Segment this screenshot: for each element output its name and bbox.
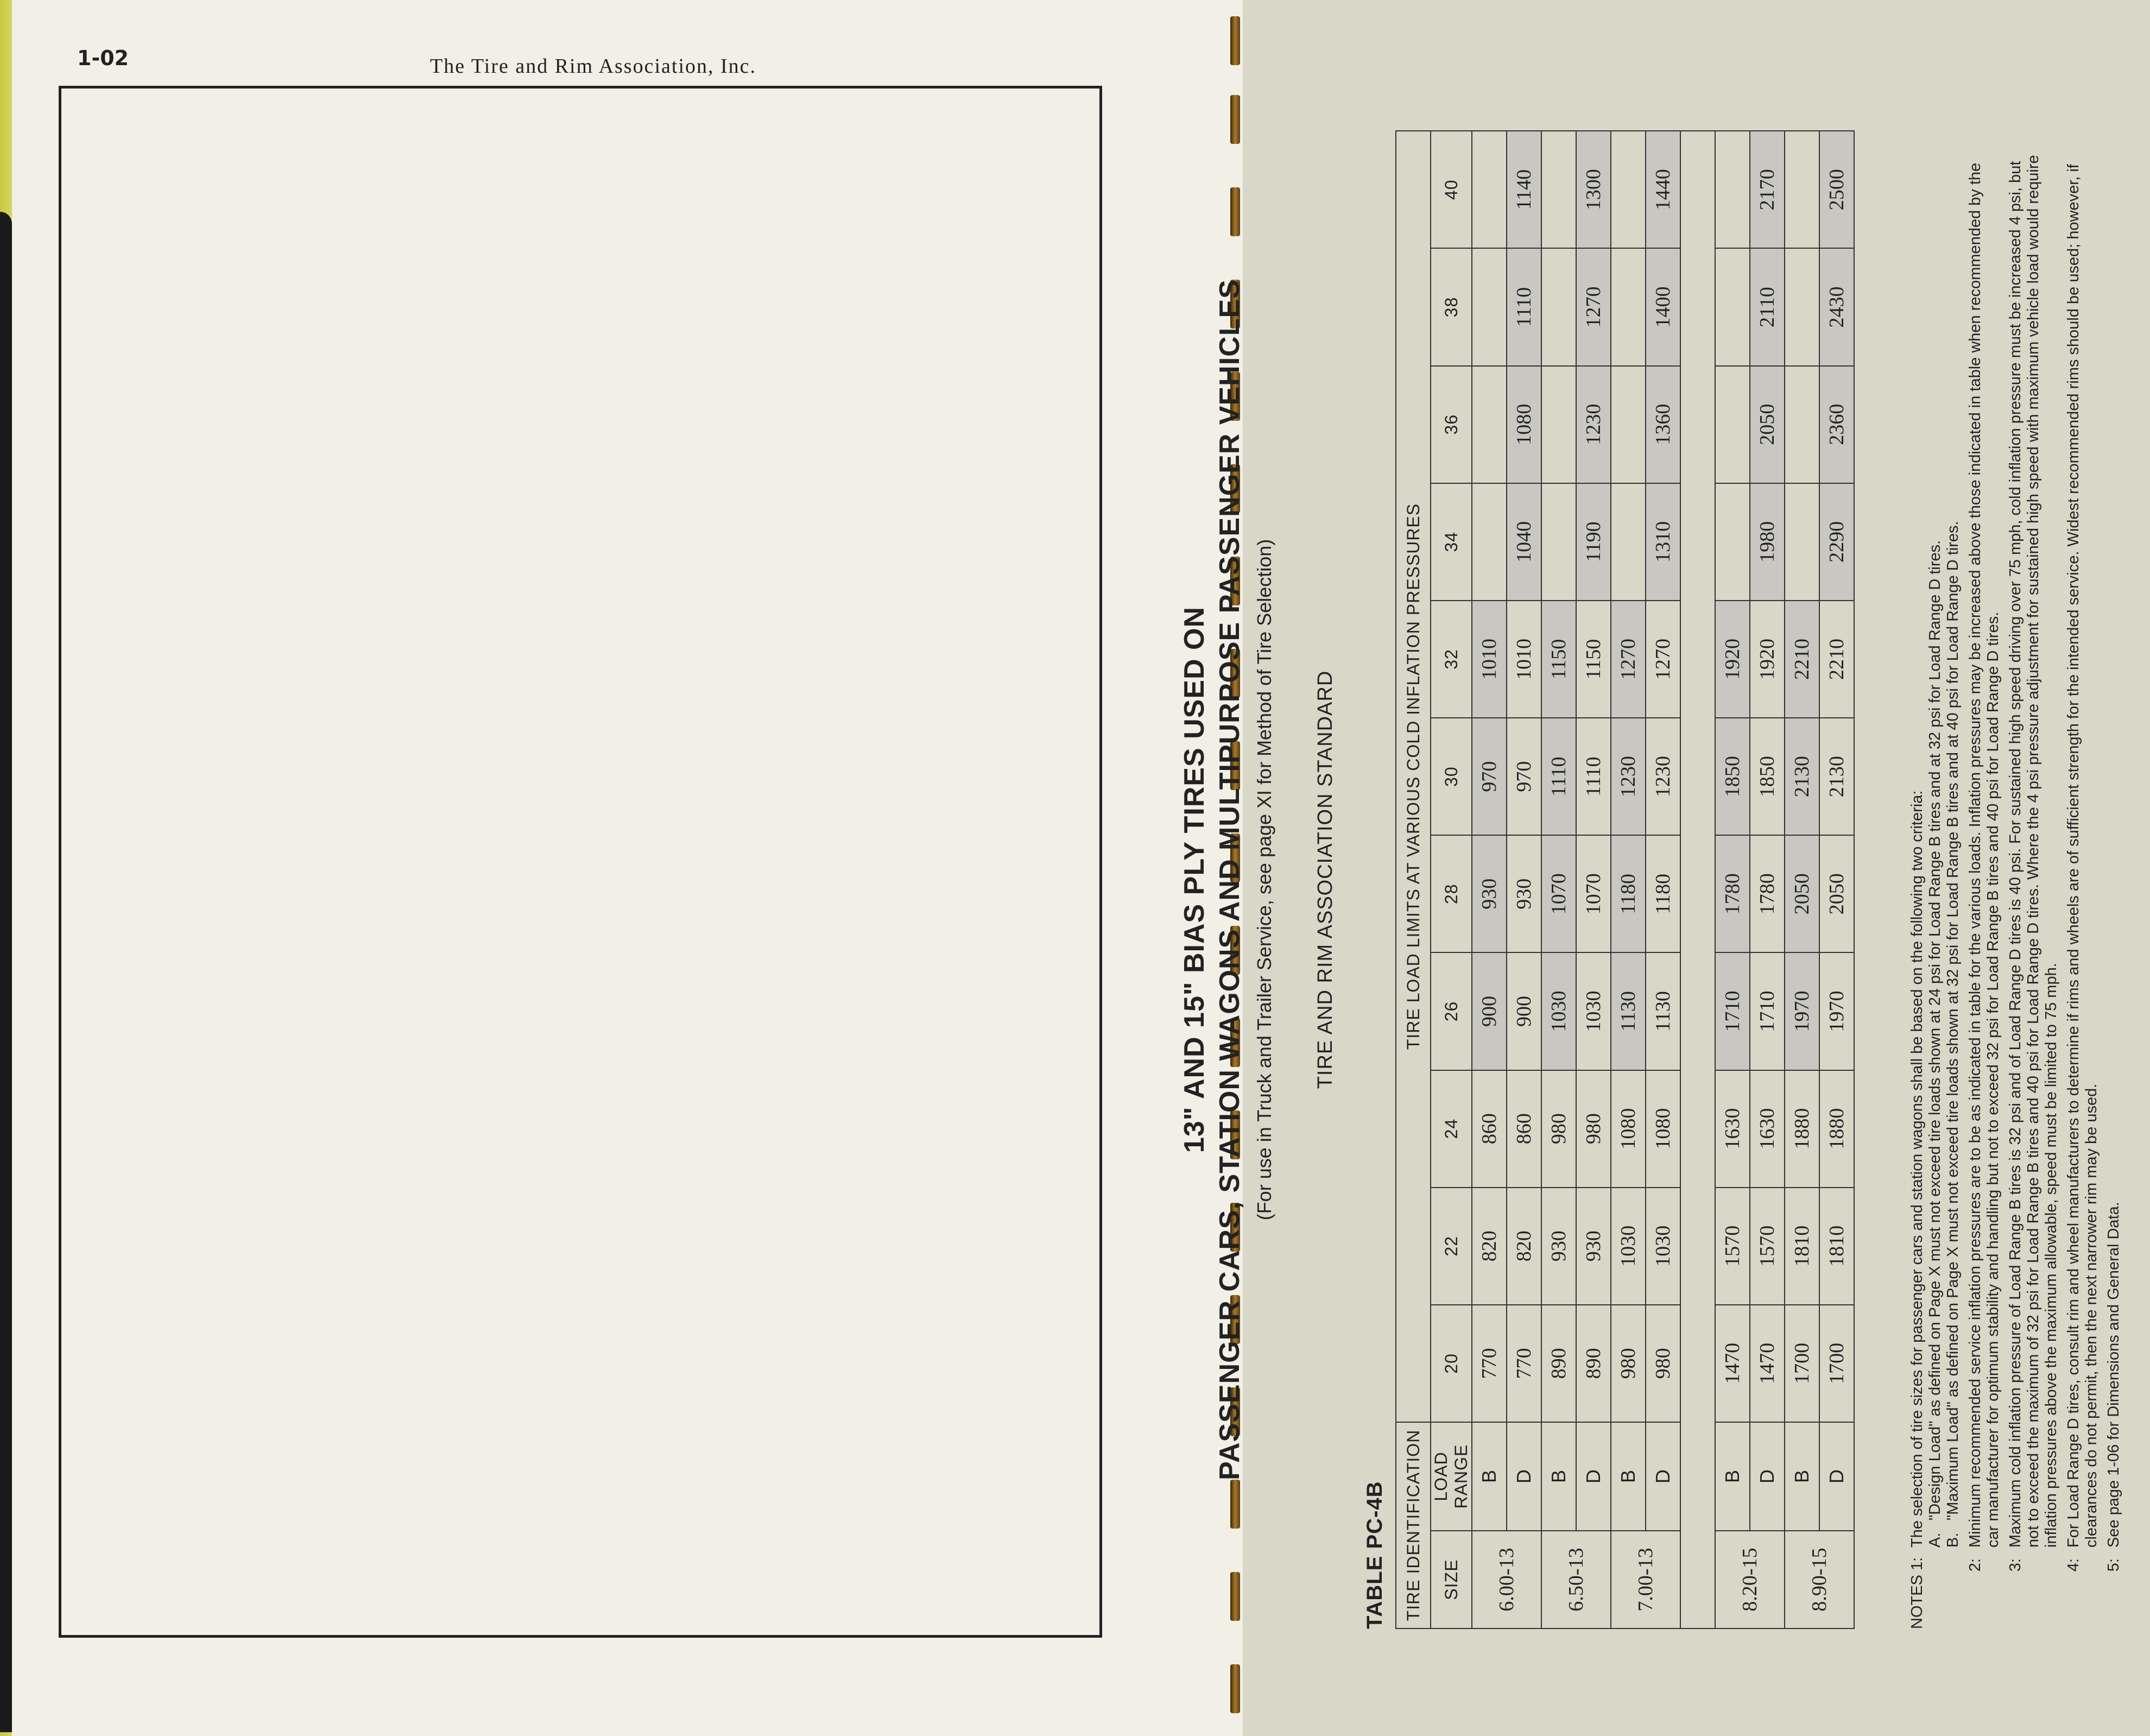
table-row [1472,131,1507,1628]
col-header-load-range: LOAD RANGE [1431,1422,1472,1531]
load-value-cell: 1920 [1715,601,1750,718]
load-value-cell: 2430 [1819,248,1854,365]
load-value-cell [1785,248,1819,365]
load-value-cell: 1180 [1611,835,1646,952]
col-header-pressure: 22 [1431,1188,1472,1305]
load-value-cell: 860 [1507,1070,1541,1188]
load-value-cell [1472,131,1507,248]
table-row [1646,131,1680,1628]
running-header: The Tire and Rim Association, Inc. [430,55,757,78]
table-row [1819,131,1854,1628]
load-value-cell [1472,366,1507,483]
tire-size-cell: 8.90-15 [1785,1531,1854,1628]
load-value-cell: 1030 [1611,1188,1646,1305]
load-value-cell: 1080 [1646,1070,1680,1188]
load-value-cell: 980 [1646,1305,1680,1422]
load-value-cell: 1270 [1576,248,1611,365]
load-value-cell [1715,483,1750,601]
load-value-cell: 1630 [1715,1070,1750,1188]
load-value-cell: 1190 [1576,483,1611,601]
note-label: 4: [2065,1558,2082,1572]
load-value-cell: 2290 [1819,483,1854,601]
load-value-cell: 1270 [1646,601,1680,718]
load-value-cell: 980 [1611,1305,1646,1422]
load-value-cell: 900 [1472,952,1507,1070]
load-value-cell [1715,366,1750,483]
rotated-content [1108,103,2150,1656]
load-value-cell: 2130 [1785,718,1819,835]
note-label: 2: [1966,1558,1984,1572]
load-value-cell: 980 [1576,1070,1611,1188]
load-value-cell: 820 [1472,1188,1507,1305]
col-header-pressure: 30 [1431,718,1472,835]
note-2 [1966,141,2002,1629]
load-value-cell: 1110 [1576,718,1611,835]
col-header-pressure: 28 [1431,835,1472,952]
table-label: TABLE PC-4B [1363,1481,1387,1629]
load-value-cell: 980 [1541,1070,1576,1188]
note-text: Maximum cold inflation pressure of Load Range B tires is 32 psi and of Load Range D tires is 40 psi. For sustained high speed driving over 75 mph, cold inflation pressure must be increased 4 psi, but not to exceed the maximum of 32 psi for Load Range B tires and 40 psi for Load Range D tires. Where the 4 psi pressure adjustment for sustained high speed with maximum vehicle load would require inflation pressures above the maximum allowable, speed must be limited to 75 mph. [2007,155,2060,1548]
subtitle: (For use in Truck and Trailer Service, see page XI for Method of Tire Selection) [1253,539,1275,1221]
load-value-cell: 1780 [1750,835,1785,952]
notes-section [1908,141,2127,1629]
load-value-cell: 1010 [1507,601,1541,718]
page-number: 1-02 [77,46,129,70]
load-value-cell: 1230 [1576,366,1611,483]
group-header-loads: TIRE LOAD LIMITS AT VARIOUS COLD INFLATION PRESSURES [1396,131,1431,1422]
note-label: NOTES 1: [1908,1557,1926,1629]
load-range-cell: B [1715,1422,1750,1531]
title-line-1: 13" AND 15" BIAS PLY TIRES USED ON [1179,606,1210,1153]
load-value-cell: 1130 [1611,952,1646,1070]
load-value-cell: 1030 [1646,1188,1680,1305]
col-header-size: SIZE [1431,1531,1472,1628]
table-row [1611,131,1646,1628]
table-row [1715,131,1750,1628]
load-range-cell: D [1646,1422,1680,1531]
note-1 [1908,141,1962,1629]
load-value-cell: 820 [1507,1188,1541,1305]
load-value-cell [1715,131,1750,248]
load-value-cell: 1270 [1611,601,1646,718]
load-value-cell: 930 [1472,835,1507,952]
load-value-cell: 1470 [1715,1305,1750,1422]
note-label: A. [1926,1532,1944,1548]
load-value-cell: 2500 [1819,131,1854,248]
tire-size-cell: 6.50-13 [1541,1531,1611,1628]
load-value-cell: 1180 [1646,835,1680,952]
note-text: See page 1-06 for Dimensions and General Data. [2105,1202,2122,1548]
load-value-cell: 1570 [1715,1188,1750,1305]
load-value-cell: 970 [1472,718,1507,835]
load-value-cell [1541,483,1576,601]
table-row [1576,131,1611,1628]
load-value-cell: 1230 [1646,718,1680,835]
load-value-cell: 2170 [1750,131,1785,248]
load-value-cell: 1880 [1819,1070,1854,1188]
tire-size-cell: 7.00-13 [1611,1531,1680,1628]
load-value-cell: 1030 [1576,952,1611,1070]
load-range-cell: D [1819,1422,1854,1531]
load-value-cell: 1230 [1611,718,1646,835]
load-value-cell: 1110 [1507,248,1541,365]
load-value-cell: 1810 [1785,1188,1819,1305]
load-value-cell: 1850 [1715,718,1750,835]
load-value-cell: 1880 [1785,1070,1819,1188]
tire-size-cell: 8.20-15 [1715,1531,1785,1628]
note-label: B. [1944,1532,1962,1548]
load-value-cell [1541,248,1576,365]
load-value-cell: 1970 [1819,952,1854,1070]
note-label: 5: [2105,1558,2122,1572]
load-value-cell: 1400 [1646,248,1680,365]
col-header-pressure: 38 [1431,248,1472,365]
load-value-cell: 2210 [1819,601,1854,718]
load-value-cell: 930 [1576,1188,1611,1305]
load-value-cell: 890 [1576,1305,1611,1422]
col-header-pressure: 40 [1431,131,1472,248]
load-value-cell: 1710 [1715,952,1750,1070]
load-range-cell: D [1750,1422,1785,1531]
load-value-cell: 770 [1507,1305,1541,1422]
note-5 [2105,141,2123,1629]
load-value-cell: 1630 [1750,1070,1785,1188]
load-value-cell [1785,483,1819,601]
load-value-cell: 2360 [1819,366,1854,483]
load-value-cell: 1850 [1750,718,1785,835]
note-4 [2065,141,2101,1629]
table-frame [59,86,1102,1638]
load-value-cell [1611,366,1646,483]
col-header-pressure: 32 [1431,601,1472,718]
binder-ring [1230,1664,1240,1713]
col-header-pressure: 36 [1431,366,1472,483]
load-value-cell: 1700 [1819,1305,1854,1422]
load-range-cell: B [1541,1422,1576,1531]
note-text: For Load Range D tires, consult rim and wheel manufacturers to determine if rims and wheels are of sufficient strength for the intended service. Widest recommended rims should be used; however, if clearances do not permit, then the next narrower rim may be used. [2065,164,2100,1548]
load-value-cell [1541,366,1576,483]
load-value-cell: 1070 [1576,835,1611,952]
note-text: Minimum recommended service inflation pressures are to be as indicated in table for the various loads. Inflation pressures may be increased above those indicated in table when recommended by the car manufacturer for optimum stability and handling but not to exceed 32 psi for Load Range B tires and 40 psi for Load Range D tires. [1966,162,2002,1548]
load-value-cell: 890 [1541,1305,1576,1422]
binder-ring [1230,16,1240,65]
note-text: "Maximum Load" as defined on Page X must not exceed tire loads shown at 32 psi for Load Range B tires and at 40 psi for Load Range D tires. [1944,521,1962,1520]
note-label: 3: [2007,1558,2024,1572]
load-value-cell: 1920 [1750,601,1785,718]
load-value-cell: 1070 [1541,835,1576,952]
load-range-cell: D [1507,1422,1541,1531]
load-value-cell: 1300 [1576,131,1611,248]
table-row [1750,131,1785,1628]
load-value-cell: 1970 [1785,952,1819,1070]
load-value-cell: 2050 [1785,835,1819,952]
load-value-cell: 1440 [1646,131,1680,248]
load-value-cell: 1030 [1541,952,1576,1070]
col-header-pressure: 20 [1431,1305,1472,1422]
col-header-pressure: 26 [1431,952,1472,1070]
table-row [1507,131,1541,1628]
load-value-cell [1472,248,1507,365]
load-value-cell: 1310 [1646,483,1680,601]
load-value-cell: 2050 [1750,366,1785,483]
note-text: The selection of tire sizes for passenger cars and station wagons shall be based on the following two criteria: [1908,790,1926,1548]
load-value-cell: 1980 [1750,483,1785,601]
load-value-cell: 1810 [1819,1188,1854,1305]
load-value-cell: 1570 [1750,1188,1785,1305]
load-range-cell: B [1785,1422,1819,1531]
load-value-cell: 970 [1507,718,1541,835]
col-header-pressure: 24 [1431,1070,1472,1188]
load-value-cell: 1700 [1785,1305,1819,1422]
load-value-cell [1715,248,1750,365]
col-header-pressure: 34 [1431,483,1472,601]
load-value-cell: 1080 [1611,1070,1646,1188]
load-value-cell [1611,483,1646,601]
load-value-cell [1541,131,1576,248]
load-value-cell: 1080 [1507,366,1541,483]
group-header-identification: TIRE IDENTIFICATION [1396,1422,1431,1628]
load-value-cell: 2130 [1819,718,1854,835]
load-value-cell: 930 [1541,1188,1576,1305]
load-value-cell: 900 [1507,952,1541,1070]
load-value-cell [1611,131,1646,248]
load-table [1395,130,1855,1629]
load-value-cell: 1780 [1715,835,1750,952]
title-line-2: PASSENGER CARS, STATION WAGONS AND MULTIPURPOSE PASSENGER VEHICLES [1214,279,1245,1480]
table-section-gap [1680,131,1715,1628]
load-value-cell [1785,131,1819,248]
note-text: "Design Load" as defined on Page X must not exceed tire loads shown at 24 psi for Load Range B tires and at 32 psi for Load Range D tires. [1926,540,1944,1520]
load-value-cell [1785,366,1819,483]
load-value-cell: 1010 [1472,601,1507,718]
load-value-cell [1611,248,1646,365]
load-value-cell: 1150 [1576,601,1611,718]
load-value-cell: 1150 [1541,601,1576,718]
load-value-cell: 1470 [1750,1305,1785,1422]
load-value-cell: 1130 [1646,952,1680,1070]
load-value-cell: 770 [1472,1305,1507,1422]
load-value-cell: 1710 [1750,952,1785,1070]
note-3 [2007,141,2060,1629]
load-value-cell: 1110 [1541,718,1576,835]
load-value-cell: 2050 [1819,835,1854,952]
load-value-cell: 2210 [1785,601,1819,718]
load-range-cell: B [1472,1422,1507,1531]
load-value-cell: 860 [1472,1070,1507,1188]
load-value-cell [1472,483,1507,601]
load-range-cell: D [1576,1422,1611,1531]
load-value-cell: 930 [1507,835,1541,952]
table-row [1785,131,1819,1628]
load-range-cell: B [1611,1422,1646,1531]
load-value-cell: 2110 [1750,248,1785,365]
table-row [1541,131,1576,1628]
standard-label: TIRE AND RIM ASSOCIATION STANDARD [1314,670,1337,1089]
load-value-cell: 1360 [1646,366,1680,483]
load-value-cell: 1040 [1507,483,1541,601]
tire-size-cell: 6.00-13 [1472,1531,1541,1628]
load-value-cell: 1140 [1507,131,1541,248]
page-shadow-edge [0,212,12,1732]
